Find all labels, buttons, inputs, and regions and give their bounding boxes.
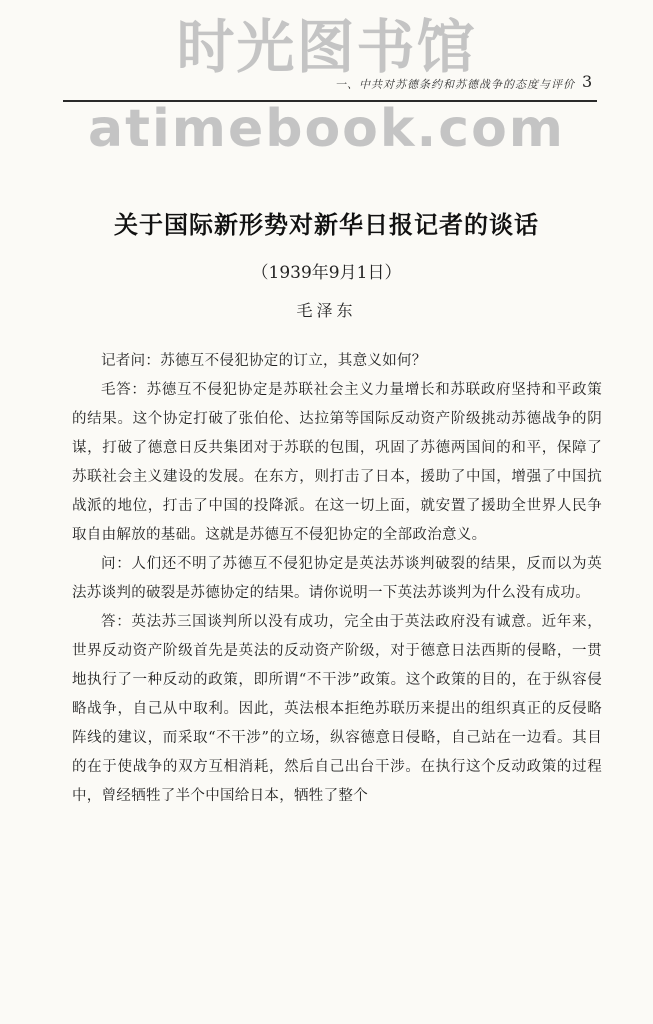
paragraph-question-2: 问：人们还不明了苏德互不侵犯协定是英法苏谈判破裂的结果，反而以为英法苏谈判的破裂是苏德协定的结果。请你说明一下英法苏谈判为什么没有成功。 xyxy=(72,556,602,601)
watermark-url: atimebook.com xyxy=(88,99,565,159)
article-body xyxy=(72,347,602,811)
page-number: 3 xyxy=(582,72,593,91)
watermark-chinese: 时光图书馆 xyxy=(176,13,477,81)
paragraph-answer-1: 毛答：苏德互不侵犯协定是苏联社会主义力量增长和苏联政府坚持和平政策的结果。这个协定打破了张伯伦、达拉第等国际反动资产阶级挑动苏德战争的阴谋，打破了德意日反共集团对于苏联的包围，巩固了苏德两国间的和平，保障了苏联社会主义建设的发展。在东方，则打击了日本，援助了中国，增强了中国抗战派的地位，打击了中国的投降派。在这一切上面，就安置了援助全世界人民争取自由解放的基础。这就是苏德互不侵犯协定的全部政治意义。 xyxy=(72,382,602,543)
article-author: 毛泽东 xyxy=(296,301,357,320)
paragraph-answer-2: 答：英法苏三国谈判所以没有成功，完全由于英法政府没有诚意。近年来，世界反动资产阶级首先是英法的反动资产阶级，对于德意日法西斯的侵略，一贯地执行了一种反动的政策，即所谓“不干涉”政策。这个政策的目的，在于纵容侵略战争，自己从中取利。因此，英法根本拒绝苏联历来提出的组织真正的反侵略阵线的建议，而采取“不干涉”的立场，纵容德意日侵略，自己站在一边看。其目的在于使战争的双方互相消耗，然后自己出台干涉。在执行这个反动政策的过程中，曾经牺牲了半个中国给日本，牺牲了整个 xyxy=(72,614,602,804)
running-head: 一、中共对苏德条约和苏德战争的态度与评价 xyxy=(335,78,575,91)
article-date: （1939年9月1日） xyxy=(251,263,402,283)
header-rule xyxy=(63,100,597,102)
paragraph-question-1: 记者问：苏德互不侵犯协定的订立，其意义如何？ xyxy=(101,353,427,369)
article-title: 关于国际新形势对新华日报记者的谈话 xyxy=(114,211,539,239)
